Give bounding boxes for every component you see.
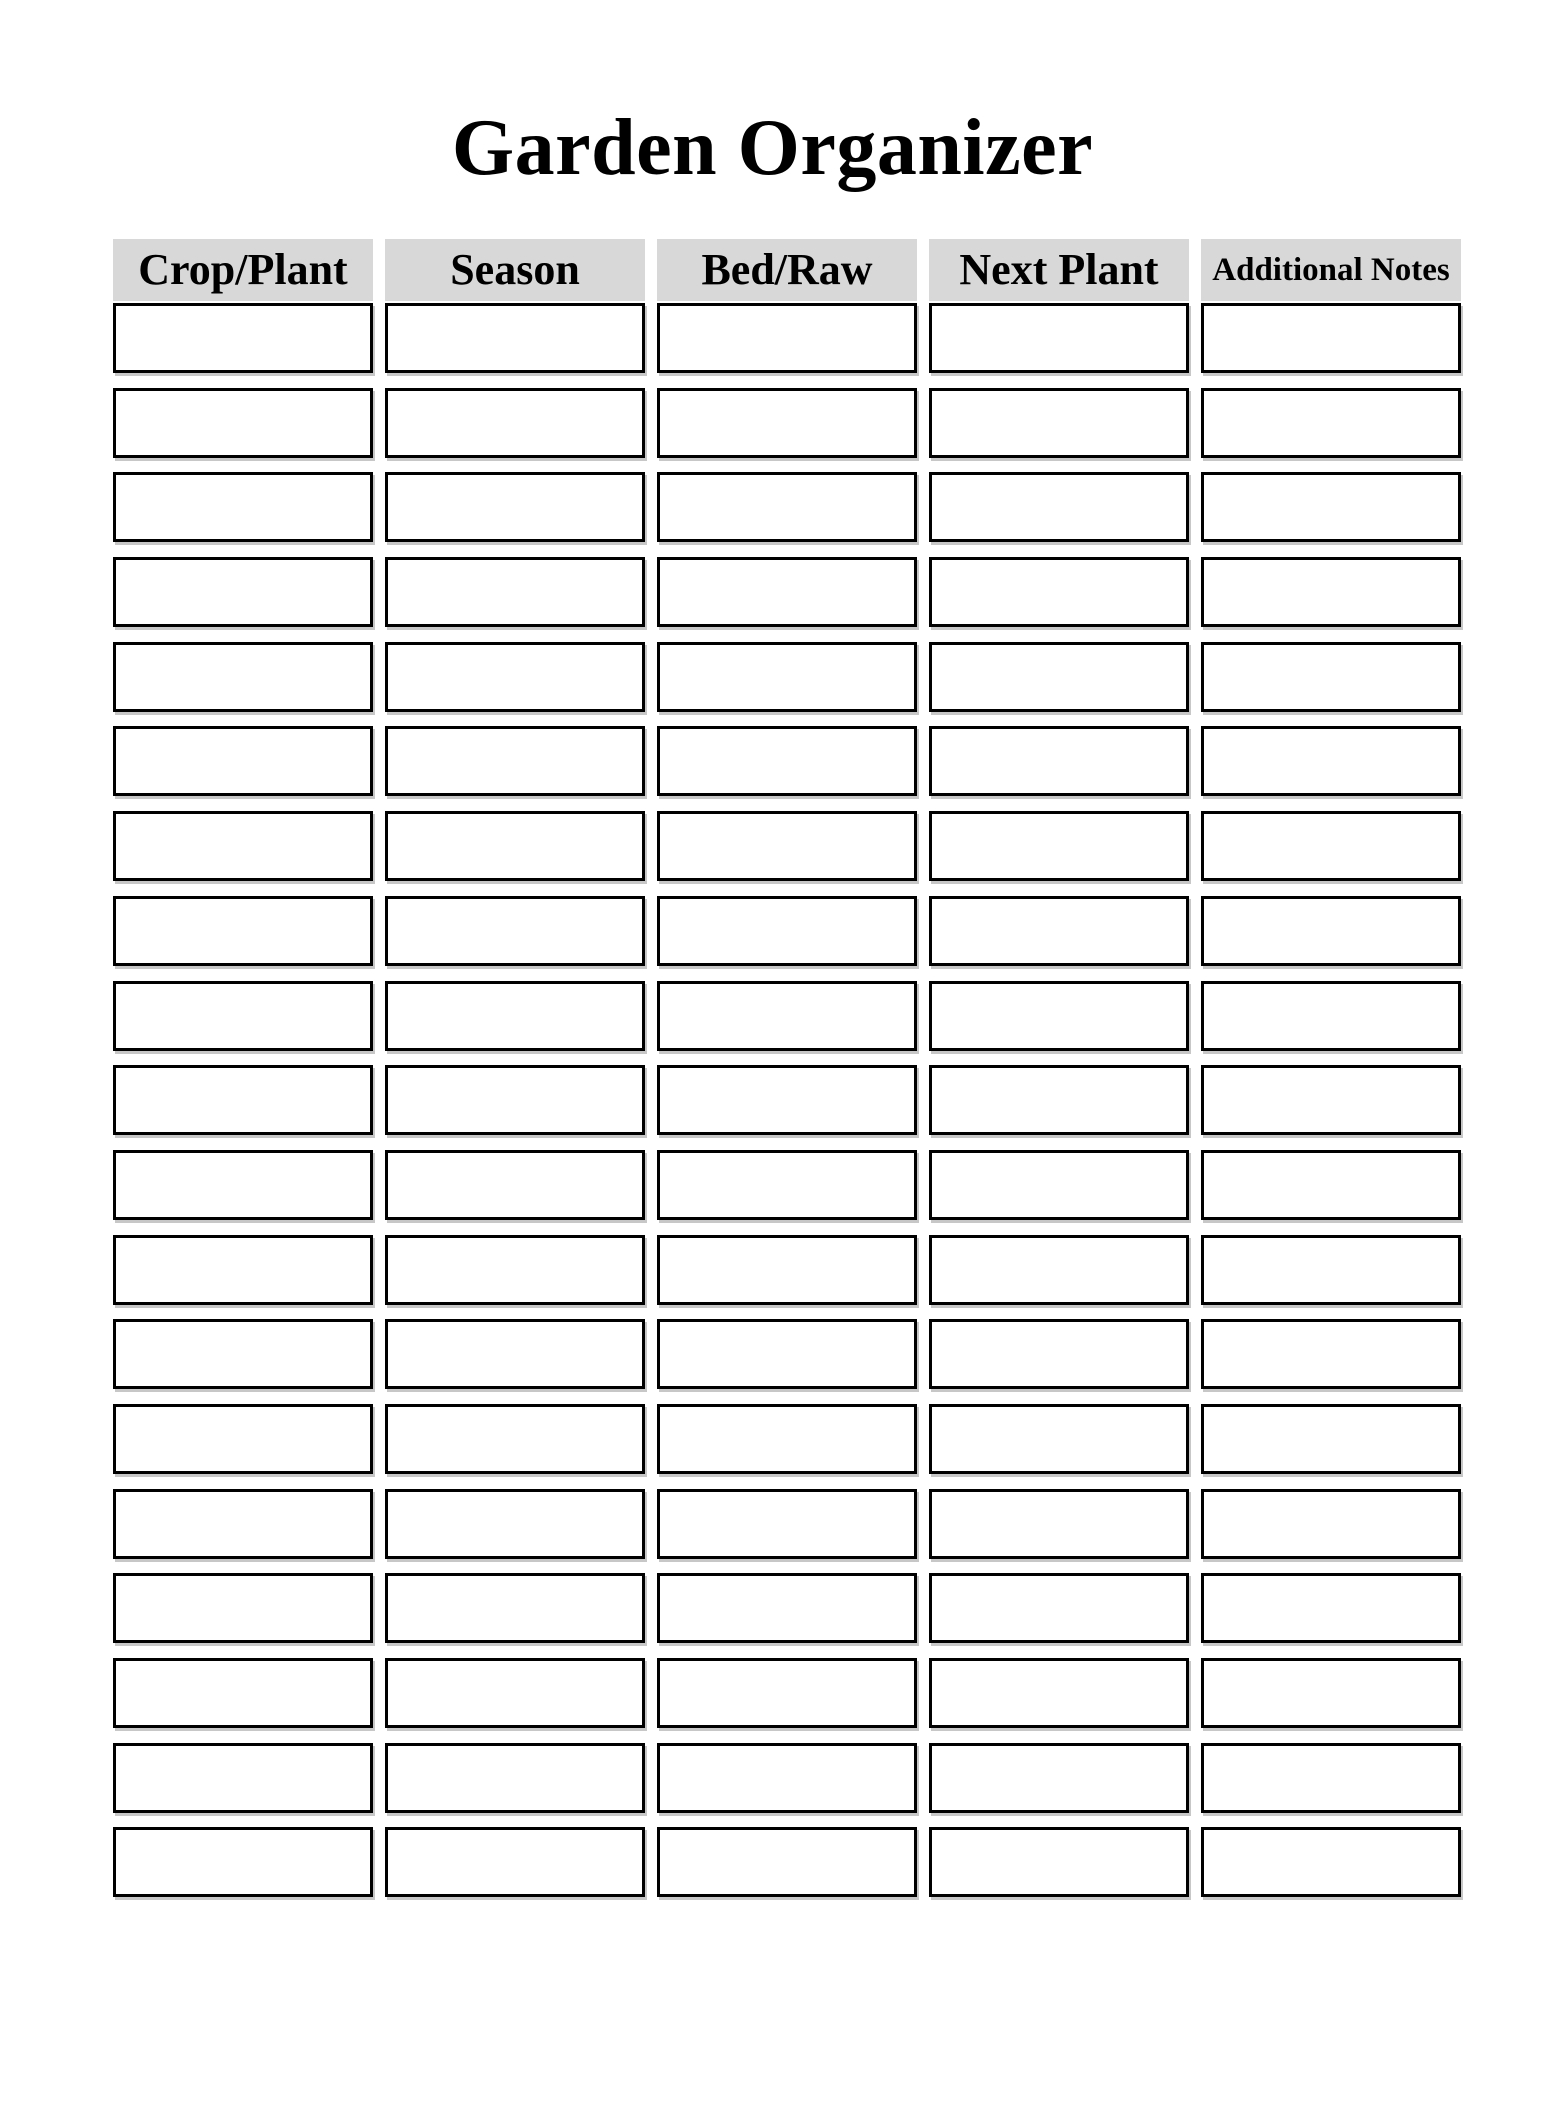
table-cell-bed-raw[interactable] [657, 1404, 917, 1474]
table-cell-season[interactable] [385, 1658, 645, 1728]
column-header-season: Season [385, 239, 645, 301]
column-header-next-plant: Next Plant [929, 239, 1189, 301]
table-cell-crop-plant[interactable] [113, 981, 373, 1051]
table-cell-bed-raw[interactable] [657, 557, 917, 627]
page-title: Garden Organizer [451, 104, 1094, 192]
table-cell-crop-plant[interactable] [113, 1150, 373, 1220]
table-cell-crop-plant[interactable] [113, 1319, 373, 1389]
table-cell-season[interactable] [385, 557, 645, 627]
table-cell-additional-notes[interactable] [1201, 896, 1461, 966]
table-cell-additional-notes[interactable] [1201, 1743, 1461, 1813]
table-cell-additional-notes[interactable] [1201, 557, 1461, 627]
table-cell-crop-plant[interactable] [113, 1573, 373, 1643]
table-cell-additional-notes[interactable] [1201, 642, 1461, 712]
table-cell-season[interactable] [385, 1743, 645, 1813]
table-cell-crop-plant[interactable] [113, 472, 373, 542]
table-cell-additional-notes[interactable] [1201, 726, 1461, 796]
table-cell-bed-raw[interactable] [657, 642, 917, 712]
table-cell-next-plant[interactable] [929, 1065, 1189, 1135]
table-cell-crop-plant[interactable] [113, 642, 373, 712]
table-row [113, 1150, 1461, 1220]
table-cell-bed-raw[interactable] [657, 1065, 917, 1135]
table-cell-season[interactable] [385, 1065, 645, 1135]
column-header-crop-plant: Crop/Plant [113, 239, 373, 301]
table-cell-crop-plant[interactable] [113, 1743, 373, 1813]
table-cell-additional-notes[interactable] [1201, 1489, 1461, 1559]
table-cell-crop-plant[interactable] [113, 1658, 373, 1728]
table-cell-next-plant[interactable] [929, 726, 1189, 796]
table-row [113, 1404, 1461, 1474]
table-cell-crop-plant[interactable] [113, 1404, 373, 1474]
garden-table [113, 239, 1461, 1897]
table-cell-next-plant[interactable] [929, 388, 1189, 458]
table-row [113, 557, 1461, 627]
table-row [113, 303, 1461, 373]
table-cell-additional-notes[interactable] [1201, 388, 1461, 458]
table-row [113, 726, 1461, 796]
table-cell-bed-raw[interactable] [657, 1319, 917, 1389]
table-cell-next-plant[interactable] [929, 1319, 1189, 1389]
table-row [113, 981, 1461, 1051]
table-row [113, 472, 1461, 542]
table-row [113, 811, 1461, 881]
table-row [113, 1743, 1461, 1813]
table-cell-next-plant[interactable] [929, 1658, 1189, 1728]
table-cell-additional-notes[interactable] [1201, 811, 1461, 881]
table-cell-additional-notes[interactable] [1201, 981, 1461, 1051]
table-cell-season[interactable] [385, 472, 645, 542]
table-header-row [113, 239, 1461, 301]
table-cell-next-plant[interactable] [929, 1573, 1189, 1643]
table-row [113, 1573, 1461, 1643]
table-cell-bed-raw[interactable] [657, 1489, 917, 1559]
table-row [113, 896, 1461, 966]
table-cell-season[interactable] [385, 1235, 645, 1305]
table-cell-next-plant[interactable] [929, 1235, 1189, 1305]
table-cell-season[interactable] [385, 1573, 645, 1643]
table-cell-season[interactable] [385, 303, 645, 373]
table-cell-next-plant[interactable] [929, 1743, 1189, 1813]
table-cell-season[interactable] [385, 642, 645, 712]
table-cell-bed-raw[interactable] [657, 811, 917, 881]
table-cell-additional-notes[interactable] [1201, 1404, 1461, 1474]
table-cell-crop-plant[interactable] [113, 1065, 373, 1135]
table-cell-next-plant[interactable] [929, 1489, 1189, 1559]
table-cell-season[interactable] [385, 388, 645, 458]
table-cell-crop-plant[interactable] [113, 388, 373, 458]
table-cell-crop-plant[interactable] [113, 1489, 373, 1559]
table-cell-additional-notes[interactable] [1201, 1573, 1461, 1643]
table-cell-season[interactable] [385, 896, 645, 966]
table-body [113, 303, 1461, 1897]
table-cell-season[interactable] [385, 981, 645, 1051]
table-cell-bed-raw[interactable] [657, 896, 917, 966]
table-row [113, 1827, 1461, 1897]
table-cell-season[interactable] [385, 1489, 645, 1559]
table-row [113, 1319, 1461, 1389]
table-cell-bed-raw[interactable] [657, 472, 917, 542]
table-cell-next-plant[interactable] [929, 303, 1189, 373]
table-row [113, 1489, 1461, 1559]
table-cell-bed-raw[interactable] [657, 303, 917, 373]
column-header-additional-notes: Additional Notes [1201, 239, 1461, 301]
table-row [113, 642, 1461, 712]
table-cell-crop-plant[interactable] [113, 1827, 373, 1897]
table-cell-crop-plant[interactable] [113, 896, 373, 966]
table-cell-season[interactable] [385, 1827, 645, 1897]
column-header-bed-raw: Bed/Raw [657, 239, 917, 301]
table-cell-bed-raw[interactable] [657, 726, 917, 796]
table-cell-bed-raw[interactable] [657, 1827, 917, 1897]
table-cell-additional-notes[interactable] [1201, 1319, 1461, 1389]
table-cell-bed-raw[interactable] [657, 1658, 917, 1728]
table-row [113, 388, 1461, 458]
table-cell-next-plant[interactable] [929, 896, 1189, 966]
table-cell-next-plant[interactable] [929, 811, 1189, 881]
table-cell-next-plant[interactable] [929, 472, 1189, 542]
table-cell-season[interactable] [385, 1150, 645, 1220]
table-cell-bed-raw[interactable] [657, 1743, 917, 1813]
table-cell-crop-plant[interactable] [113, 811, 373, 881]
table-cell-season[interactable] [385, 1404, 645, 1474]
table-cell-bed-raw[interactable] [657, 388, 917, 458]
table-cell-bed-raw[interactable] [657, 981, 917, 1051]
table-cell-next-plant[interactable] [929, 557, 1189, 627]
table-cell-additional-notes[interactable] [1201, 472, 1461, 542]
table-cell-additional-notes[interactable] [1201, 1065, 1461, 1135]
table-cell-additional-notes[interactable] [1201, 1658, 1461, 1728]
table-cell-next-plant[interactable] [929, 981, 1189, 1051]
table-row [113, 1658, 1461, 1728]
table-cell-crop-plant[interactable] [113, 303, 373, 373]
table-cell-additional-notes[interactable] [1201, 1235, 1461, 1305]
table-cell-next-plant[interactable] [929, 1150, 1189, 1220]
table-cell-bed-raw[interactable] [657, 1235, 917, 1305]
table-cell-crop-plant[interactable] [113, 557, 373, 627]
table-cell-season[interactable] [385, 1319, 645, 1389]
table-cell-season[interactable] [385, 726, 645, 796]
table-cell-bed-raw[interactable] [657, 1150, 917, 1220]
table-cell-crop-plant[interactable] [113, 726, 373, 796]
table-cell-crop-plant[interactable] [113, 1235, 373, 1305]
table-cell-next-plant[interactable] [929, 642, 1189, 712]
table-cell-next-plant[interactable] [929, 1404, 1189, 1474]
table-cell-next-plant[interactable] [929, 1827, 1189, 1897]
table-row [113, 1235, 1461, 1305]
table-row [113, 1065, 1461, 1135]
table-cell-additional-notes[interactable] [1201, 1827, 1461, 1897]
table-cell-season[interactable] [385, 811, 645, 881]
table-cell-bed-raw[interactable] [657, 1573, 917, 1643]
table-cell-additional-notes[interactable] [1201, 1150, 1461, 1220]
table-cell-additional-notes[interactable] [1201, 303, 1461, 373]
